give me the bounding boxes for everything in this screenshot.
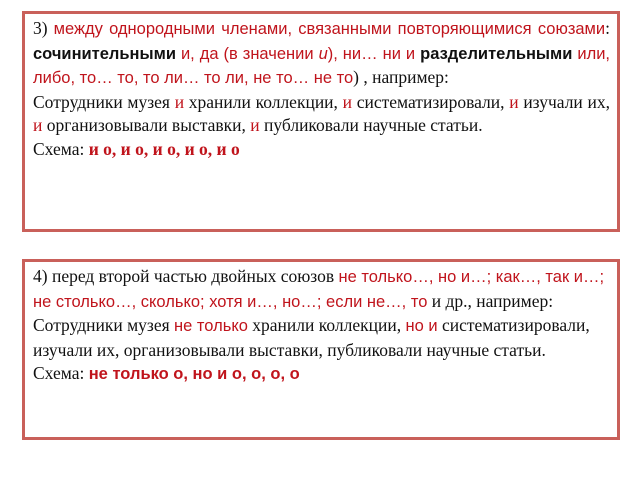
example-3-part: изучали их, [518,91,610,112]
rule-box-4 [22,259,620,440]
scheme-3-label: Схема: [33,138,89,159]
example-4-sentence [33,314,610,362]
rule-4-for-example: и др., например: [427,290,554,311]
meaning-i: и [318,44,328,63]
coordinating-term: сочинительными [33,44,176,63]
scheme-3 [33,138,610,162]
example-3-part: организовывали выставки, [42,115,251,135]
scheme-4-label: Схема: [33,363,89,383]
rule-4-text [33,265,610,314]
example-3-part: систематизировали, [352,91,510,112]
disjunctive-conjunctions: или, либо, то… то, то ли… то ли, не то… не то [33,44,611,87]
coordinating-conjunctions-2: ), ни… ни и [327,44,421,63]
example-3-conj: и [174,91,185,112]
rule-3-colon: : [605,18,610,38]
rule-3-number: 3) [33,18,54,38]
rule-3-condition: между однородными членами, связанными повторяющимися союзами [53,20,606,38]
example-3-part: хранили коллекции, [184,91,343,112]
example-3-part: публиковали научные статьи. [259,115,483,135]
example-3-conj: и [250,115,260,135]
example-4-conj: но и [405,317,438,335]
example-4-part: хранили коллекции, [247,315,406,335]
rule-box-3 [22,11,620,232]
example-4-part: Сотрудники музея [33,315,175,335]
scheme-4-value: не только о, но и о, о, о, о [88,365,300,383]
example-3-part: Сотрудники музея [33,91,175,112]
scheme-3-value: и о, и о, и о, и о, и о [88,138,240,159]
coordinating-conjunctions: и, да (в значении [175,44,319,63]
disjunctive-term: разделительными [420,44,573,63]
example-3-conj: и [33,115,43,135]
double-conjunctions: не только…, но и…; как…, так и…; не столько…, сколько; хотя и…, но…; если не…, то [33,268,605,311]
rule-4-intro: 4) перед второй частью двойных союзов [33,266,339,286]
example-3-conj: и [509,91,519,112]
rule-3-for-example: ) , например: [353,67,449,87]
example-4-part: систематизировали, изучали их, организовывали выставки, публиковали научные статьи. [33,315,590,360]
example-3-conj: и [342,91,353,112]
example-4-conj: не только [174,317,248,335]
example-3-sentence [33,91,610,138]
rule-3-text [33,17,610,91]
scheme-4 [33,362,610,387]
